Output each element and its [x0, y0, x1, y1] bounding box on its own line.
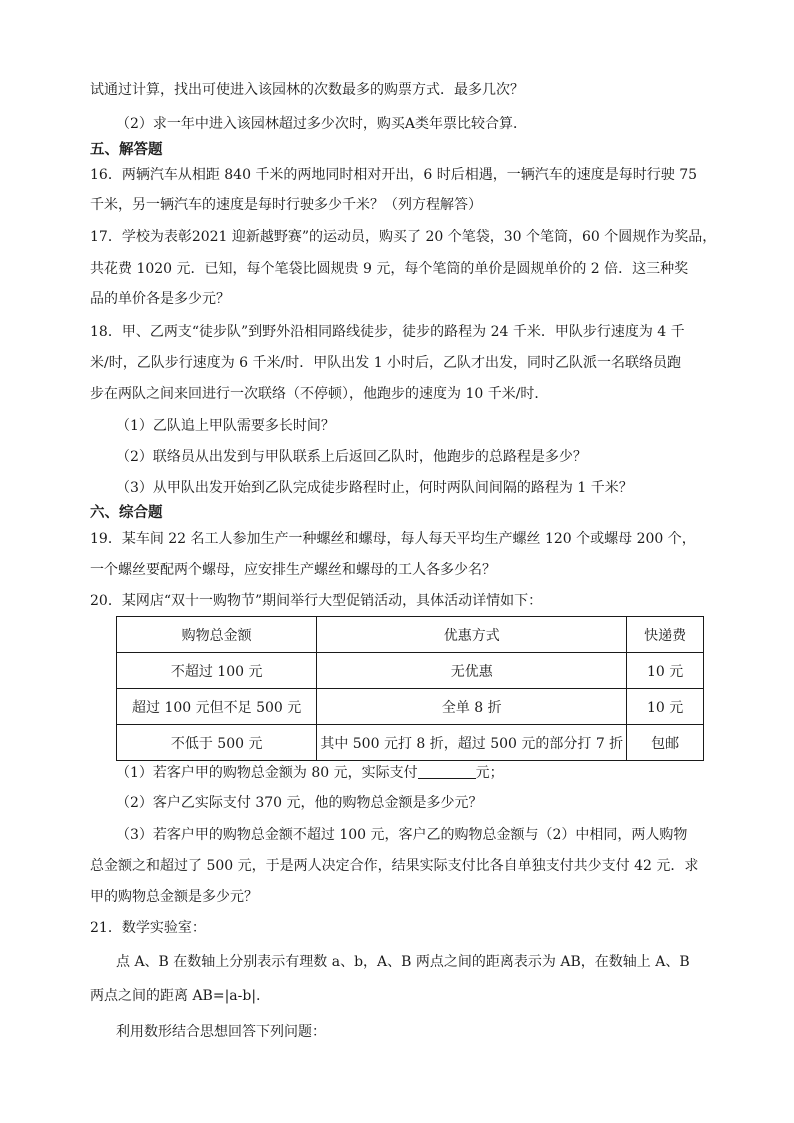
table-cell: 全单 8 折: [317, 689, 627, 725]
question-21: 21．数学实验室：: [90, 920, 206, 936]
section-heading: 六、综合题: [90, 505, 163, 521]
table-row: [117, 725, 704, 761]
table-cell: 10 元: [627, 689, 704, 725]
question-19-cont: 一个螺丝要配两个螺母，应安排生产螺丝和螺母的工人各多少名？: [90, 562, 496, 578]
table-cell: 不超过 100 元: [117, 653, 317, 689]
table-header-row: [117, 617, 704, 653]
subquestion-cont: 总金额之和超过了 500 元，于是两人决定合作，结果实际支付比各自单独支付共少支付 42 元．求: [90, 858, 699, 874]
question-16: 16．两辆汽车从相距 840 千米的两地同时相对开出，6 时后相遇，一辆汽车的速度是每时行驶 75: [90, 167, 698, 183]
question-18-cont: 步在两队之间来回进行一次联络（不停顿），他跑步的速度为 10 千米/时．: [90, 386, 549, 402]
answer-blank: [418, 764, 476, 779]
subquestion: （3）从甲队出发开始到乙队完成徒步路程时止，何时两队间间隔的路程为 1 千米？: [116, 480, 633, 496]
section-heading: 五、解答题: [90, 142, 163, 158]
subquestion: （3）若客户甲的购物总金额不超过 100 元，客户乙的购物总金额与（2）中相同，两人购物: [116, 827, 688, 843]
question-18-cont: 米/时，乙队步行速度为 6 千米/时．甲队出发 1 小时后，乙队才出发，同时乙队派一名联络员跑: [90, 355, 682, 371]
subquestion: （2）联络员从出发到与甲队联系上后返回乙队时，他跑步的总路程是多少？: [116, 449, 587, 465]
text-line: 试通过计算，找出可使进入该园林的次数最多的购票方式．最多几次？: [90, 82, 524, 98]
subquestion: [116, 763, 504, 783]
subquestion-cont: 甲的购物总金额是多少元？: [90, 889, 258, 905]
table-header: 购物总金额: [117, 617, 317, 653]
table-row: [117, 689, 704, 725]
subquestion-text: 元；: [475, 765, 504, 781]
question-21-text: 利用数形结合思想回答下列问题：: [116, 1024, 326, 1040]
subquestion-text: （1）若客户甲的购物总金额为 80 元，实际支付: [116, 765, 418, 781]
table-cell: 其中 500 元打 8 折，超过 500 元的部分打 7 折: [317, 725, 627, 761]
table-cell: 10 元: [627, 653, 704, 689]
text-line: （2）求一年中进入该园林超过多少次时，购买A类年票比较合算．: [116, 116, 528, 132]
table-cell: 包邮: [627, 725, 704, 761]
table-header: 快递费: [627, 617, 704, 653]
question-18: 18．甲、乙两支“徒步队”到野外沿相同路线徒步，徒步的路程为 24 千米．甲队步行速度为 4 千: [90, 324, 685, 340]
question-16-cont: 千米，另一辆汽车的速度是每时行驶多少千米？（列方程解答）: [90, 197, 482, 213]
table-header: 优惠方式: [317, 617, 627, 653]
subquestion: （1）乙队追上甲队需要多长时间？: [116, 418, 335, 434]
question-21-text: 两点之间的距离 AB=|a-b|.: [90, 988, 261, 1004]
question-19: 19．某车间 22 名工人参加生产一种螺丝和螺母，每人每天平均生产螺丝 120 个或螺母 200 个，: [90, 531, 696, 547]
promotion-table: [116, 616, 704, 761]
question-21-text: 点 A、B 在数轴上分别表示有理数 a、b，A、B 两点之间的距离表示为 AB，在数轴上 A、B: [116, 954, 690, 970]
table-cell: 无优惠: [317, 653, 627, 689]
table-cell: 超过 100 元但不足 500 元: [117, 689, 317, 725]
question-17-cont: 品的单价各是多少元？: [90, 291, 230, 307]
subquestion: （2）客户乙实际支付 370 元，他的购物总金额是多少元？: [116, 795, 483, 811]
question-17-cont: 共花费 1020 元．已知，每个笔袋比圆规贵 9 元，每个笔筒的单价是圆规单价的 2 倍．这三种奖: [90, 261, 689, 277]
table-cell: 不低于 500 元: [117, 725, 317, 761]
table-row: [117, 653, 704, 689]
question-17: 17．学校为表彰2021 迎新越野赛”的运动员，购买了 20 个笔袋，30 个笔筒，60 个圆规作为奖品，: [90, 229, 717, 245]
question-20: 20．某网店“双十一购物节”期间举行大型促销活动，具体活动详情如下：: [90, 593, 543, 609]
